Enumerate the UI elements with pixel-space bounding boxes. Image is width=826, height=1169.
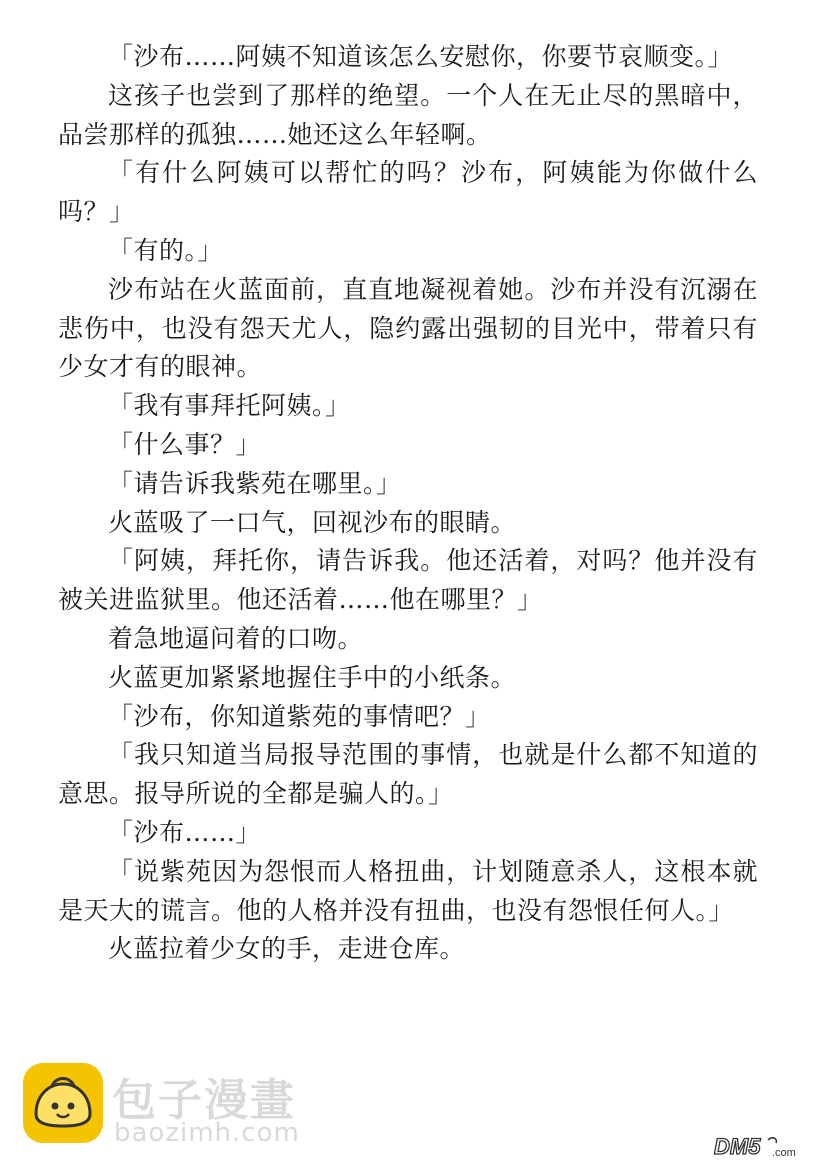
paragraph: 「说紫苑因为怨恨而人格扭曲，计划随意杀人，这根本就是天大的谎言。他的人格并没有扭曲，也没有怨恨任何人。」 bbox=[58, 856, 758, 925]
paragraph: 沙布站在火蓝面前，直直地凝视着她。沙布并没有沉溺在悲伤中，也没有怨天尤人，隐约露出强韧的目光中，带着只有少女才有的眼神。 bbox=[58, 274, 758, 382]
paragraph: 「沙布，你知道紫苑的事情吧？」 bbox=[108, 701, 491, 731]
svg-text:.com: .com bbox=[772, 1147, 796, 1159]
paragraph: 「有的。」 bbox=[108, 235, 224, 265]
paragraph: 「沙布……」 bbox=[108, 817, 262, 847]
paragraph: 火蓝拉着少女的手，走进仓库。 bbox=[108, 934, 466, 964]
paragraph: 「有什么阿姨可以帮忙的吗？沙布，阿姨能为你做什么吗？」 bbox=[58, 158, 758, 227]
paragraph: 「我有事拜托阿姨。」 bbox=[108, 391, 351, 421]
paragraph: 这孩子也尝到了那样的绝望。一个人在无止尽的黑暗中，品尝那样的孤独……她还这么年轻啊。 bbox=[58, 80, 758, 149]
watermark-domain: baozimh.com bbox=[114, 1118, 300, 1148]
watermark bbox=[22, 1062, 342, 1152]
paragraph: 「请告诉我紫苑在哪里。」 bbox=[108, 468, 402, 498]
text-column bbox=[58, 38, 758, 969]
svg-text:DM5: DM5 bbox=[714, 1134, 761, 1159]
paragraph: 「沙布……阿姨不知道该怎么安慰你，你要节哀顺变。」 bbox=[108, 42, 734, 71]
paragraph: 着急地逼问着的口吻。 bbox=[108, 623, 364, 653]
paragraph: 「什么事？」 bbox=[108, 429, 262, 459]
paragraph: 「阿姨，拜托你，请告诉我。他还活着，对吗？他并没有被关进监狱里。他还活着……他在哪里？」 bbox=[58, 546, 758, 615]
dm5-logo-icon bbox=[712, 1132, 816, 1162]
paragraph: 火蓝吸了一口气，回视沙布的眼睛。 bbox=[108, 507, 517, 537]
watermark-title: 包子漫畫 bbox=[112, 1075, 296, 1126]
bun-mascot-icon bbox=[22, 1062, 104, 1144]
paragraph: 火蓝更加紧紧地握住手中的小纸条。 bbox=[108, 662, 517, 692]
paragraph: 「我只知道当局报导范围的事情，也就是什么都不知道的意思。报导所说的全都是骗人的。」 bbox=[58, 740, 758, 809]
